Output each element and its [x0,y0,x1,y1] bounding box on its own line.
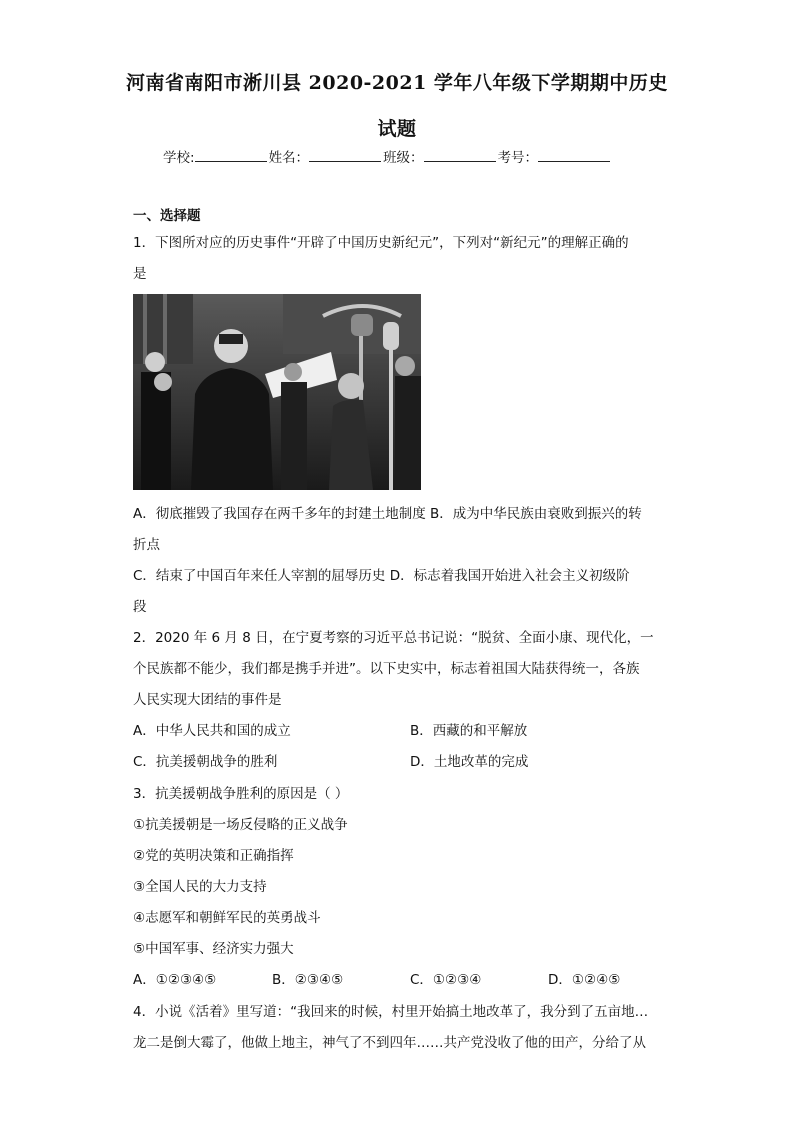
q2-option-a[interactable]: A．中华人民共和国的成立 [133,723,291,739]
school-blank[interactable] [195,149,267,162]
q3-item1: ①抗美援朝是一场反侵略的正义战争 [133,817,348,833]
q3-option-b[interactable]: B．②③④⑤ [272,972,344,988]
q3-stem: 3．抗美援朝战争胜利的原因是（ ） [133,786,349,802]
q3-option-c[interactable]: C．①②③④ [410,972,482,988]
q2-option-b[interactable]: B．西藏的和平解放 [410,723,528,739]
q1-historical-photo [133,294,421,490]
doc-title-line1: 河南省南阳市淅川县 2020-2021 学年八年级下学期期中历史 [126,72,668,94]
q2-option-c[interactable]: C．抗美援朝战争的胜利 [133,754,278,770]
name-blank[interactable] [309,149,381,162]
doc-title-line2: 试题 [377,118,417,140]
class-blank[interactable] [424,149,496,162]
q3-item5: ⑤中国军事、经济实力强大 [133,941,294,957]
name-label: 姓名： [268,150,310,166]
q1-option-line3: C．结束了中国百年来任人宰割的屈辱历史 D．标志着我国开始进入社会主义初级阶 [133,568,630,584]
q2-stem-line1: 2．2020 年 6 月 8 日，在宁夏考察的习近平总书记说：“脱贫、全面小康、现代化，一 [133,630,654,646]
q3-item3: ③全国人民的大力支持 [133,879,267,895]
q4-stem-line1: 4．小说《活着》里写道：“我回来的时候，村里开始搞土地改革了，我分到了五亩地… [133,1004,649,1020]
q1-option-line4: 段 [133,599,147,615]
student-info-row [163,146,612,166]
q3-option-a[interactable]: A．①②③④⑤ [133,972,217,988]
section-heading: 一、选择题 [133,208,201,224]
q1-stem-line2: 是 [133,266,147,282]
q3-option-d[interactable]: D．①②④⑤ [548,972,621,988]
q2-stem-line2: 个民族都不能少，我们都是携手并进”。以下史实中，标志着祖国大陆获得统一，各族 [133,661,640,677]
q3-item4: ④志愿军和朝鲜军民的英勇战斗 [133,910,321,926]
class-label: 班级： [383,150,424,166]
school-label: 学校: [163,150,195,166]
q3-item2: ②党的英明决策和正确指挥 [133,848,294,864]
q1-stem-line1: 1．下图所对应的历史事件“开辟了中国历史新纪元”，下列对“新纪元”的理解正确的 [133,235,629,251]
q2-option-d[interactable]: D．土地改革的完成 [410,754,529,770]
exam-no-blank[interactable] [538,149,610,162]
q4-stem-line2: 龙二是倒大霉了，他做上地主，神气了不到四年……共产党没收了他的田产，分给了从 [133,1035,646,1051]
q2-stem-line3: 人民实现大团结的事件是 [133,692,282,708]
exam-no-label: 考号： [497,150,539,166]
q1-option-line2: 折点 [133,537,160,553]
q1-option-line1: A．彻底摧毁了我国存在两千多年的封建土地制度 B．成为中华民族由衰败到振兴的转 [133,506,642,522]
